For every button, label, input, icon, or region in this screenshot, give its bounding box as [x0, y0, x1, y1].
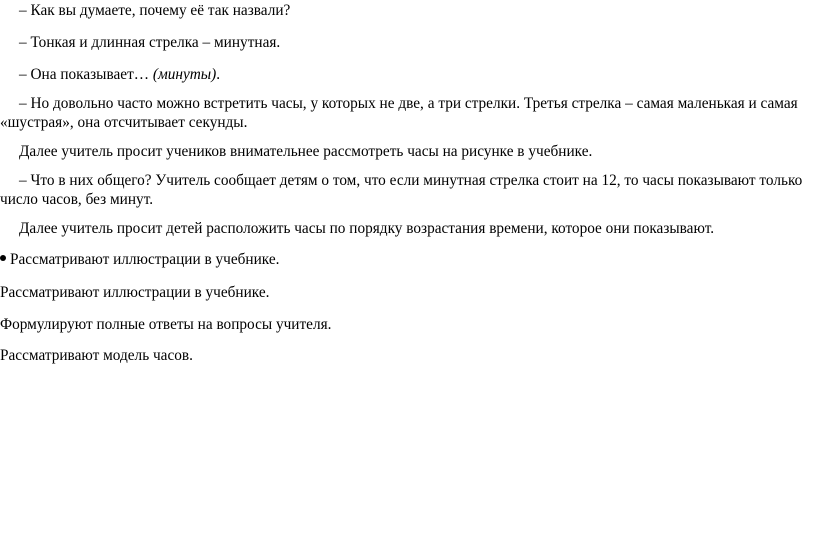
dialogue-line-3	[19, 65, 220, 85]
dialogue-line-3-end: .	[216, 66, 221, 83]
answer-italic: (минуты)	[152, 66, 217, 83]
paragraph-seconds-line-2: «шустрая», она отсчитывает секунды.	[0, 114, 248, 131]
student-activity-1-text: Рассматривают иллюстрации в учебнике.	[10, 251, 280, 268]
paragraph-seconds-line-1: – Но довольно часто можно встретить часы, у которых не две, а три стрелки. Третья стрелка – самая маленькая и самая	[19, 95, 798, 112]
dialogue-line-1: – Как вы думаете, почему её так назвали?	[19, 2, 291, 19]
dialogue-line-3-text: – Она показывает…	[19, 66, 153, 83]
student-activity-2: Рассматривают иллюстрации в учебнике.	[0, 284, 270, 301]
student-activity-3: Формулируют полные ответы на вопросы учителя.	[0, 316, 332, 333]
paragraph-textbook: Далее учитель просит учеников внимательнее рассмотреть часы на рисунке в учебнике.	[19, 143, 593, 160]
paragraph-common-line-1: – Что в них общего? Учитель сообщает детям о том, что если минутная стрелка стоит на 12, то часы показывают только	[19, 172, 803, 189]
dialogue-line-2: – Тонкая и длинная стрелка – минутная.	[19, 34, 281, 51]
paragraph-common-line-2: число часов, без минут.	[0, 191, 154, 208]
student-activity-1	[0, 250, 279, 270]
paragraph-order: Далее учитель просит детей расположить часы по порядку возрастания времени, которое они показывают.	[19, 220, 715, 237]
bullet-icon	[0, 255, 6, 261]
student-activity-4: Рассматривают модель часов.	[0, 347, 193, 364]
